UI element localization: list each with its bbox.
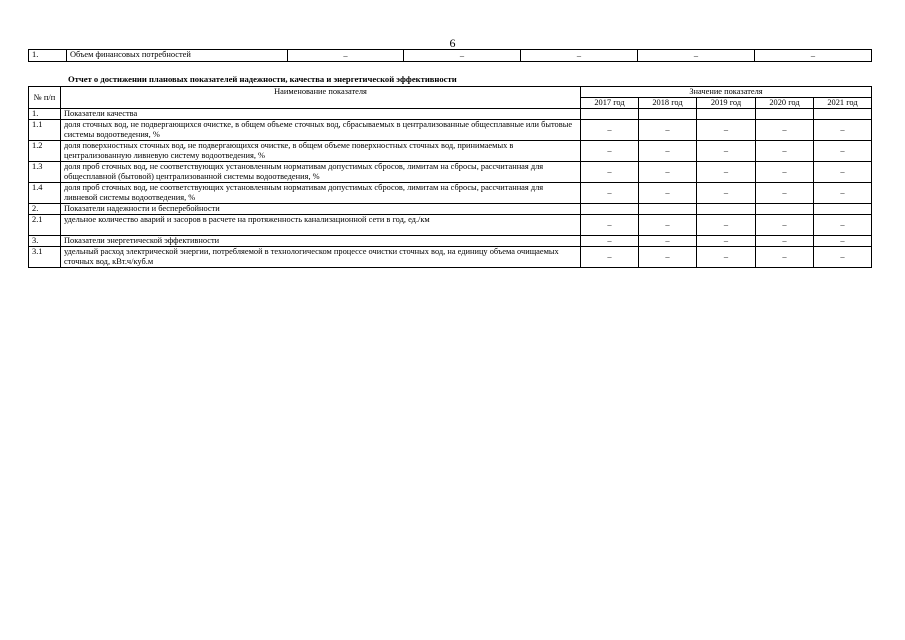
column-header-name: Наименование показателя [61,87,581,109]
table-row [29,141,872,162]
value-cell: – [639,247,697,268]
value-cell: – [581,215,639,236]
value-cell: – [756,141,814,162]
column-header-value-group: Значение показателя [581,87,872,98]
row-number: 1.2 [29,141,61,162]
row-name: Показатели энергетической эффективности [61,236,581,247]
value-cell: – [697,120,756,141]
row-number: 3.1 [29,247,61,268]
row-name: доля сточных вод, не подвергающихся очистке, в общем объеме сточных вод, сбрасываемых в централизованные общесплавные или бытовые системы водоотведения, % [61,120,581,141]
value-cell: – [581,247,639,268]
value-cell: – [639,162,697,183]
value-cell [639,204,697,215]
row-number: 2. [29,204,61,215]
value-cell: – [756,247,814,268]
column-header-year: 2019 год [697,98,756,109]
table-row [29,247,872,268]
value-cell: – [581,236,639,247]
row-name: удельный расход электрической энергии, потребляемой в технологическом процессе очистки сточных вод, на единицу объема очищаемых сточных вод, кВт.ч/куб.м [61,247,581,268]
column-header-year: 2017 год [581,98,639,109]
report-title: Отчет о достижении плановых показателей надежности, качества и энергетической эффективности [68,74,457,84]
value-cell [697,109,756,120]
header-row [29,87,872,98]
table-row [29,109,872,120]
value-cell [814,109,872,120]
column-header-year: 2021 год [814,98,872,109]
value-cell [814,204,872,215]
value-cell: – [755,50,872,62]
value-cell: – [697,247,756,268]
row-number: 3. [29,236,61,247]
value-cell: – [814,247,872,268]
page-number: 6 [449,36,456,50]
value-cell: – [639,120,697,141]
row-name: доля проб сточных вод, не соответствующих установленным нормативам допустимых сбросов, лимитам на сбросы, рассчитанная для ливневой системы водоотведения, % [61,183,581,204]
table-row [29,120,872,141]
value-cell: – [639,141,697,162]
value-cell: – [288,50,404,62]
row-name: Объем финансовых потребностей [67,50,288,62]
indicators-table [28,86,872,268]
value-cell: – [639,215,697,236]
table-row [29,162,872,183]
value-cell: – [638,50,755,62]
row-name: Показатели качества [61,109,581,120]
value-cell: – [756,236,814,247]
value-cell [756,109,814,120]
value-cell: – [697,236,756,247]
table-row [29,236,872,247]
column-header-num: № п/п [29,87,61,109]
row-name: удельное количество аварий и засоров в расчете на протяженность канализационной сети в год, ед./км [61,215,581,236]
row-number: 1.1 [29,120,61,141]
value-cell: – [756,120,814,141]
value-cell [581,109,639,120]
value-cell: – [697,183,756,204]
value-cell: – [697,141,756,162]
table-body [29,109,872,268]
row-number: 1. [29,50,67,62]
value-cell: – [521,50,638,62]
value-cell: – [697,162,756,183]
value-cell: – [756,162,814,183]
table-row [29,183,872,204]
row-name: Показатели надежности и бесперебойности [61,204,581,215]
row-name: доля проб сточных вод, не соответствующих установленным нормативам допустимых сбросов, лимитам на сбросы, рассчитанная для общесплавной (бытовой) централизованной системы водоотведения, % [61,162,581,183]
row-number: 1. [29,109,61,120]
value-cell [756,204,814,215]
value-cell: – [581,162,639,183]
value-cell: – [581,120,639,141]
value-cell: – [581,141,639,162]
value-cell: – [697,215,756,236]
value-cell: – [639,183,697,204]
row-number: 1.3 [29,162,61,183]
value-cell: – [404,50,521,62]
value-cell: – [814,183,872,204]
value-cell: – [814,141,872,162]
row-number: 1.4 [29,183,61,204]
row-name: доля поверхностных сточных вод, не подвергающихся очистке, в общем объеме поверхностных сточных вод, принимаемых в централизованную ливневую систему водоотведения, % [61,141,581,162]
table-row [29,215,872,236]
value-cell [581,204,639,215]
value-cell: – [814,120,872,141]
value-cell: – [756,183,814,204]
value-cell [697,204,756,215]
value-cell: – [814,215,872,236]
column-header-year: 2018 год [639,98,697,109]
table-row [29,204,872,215]
value-cell: – [814,236,872,247]
value-cell: – [581,183,639,204]
value-cell [639,109,697,120]
row-number: 2.1 [29,215,61,236]
value-cell: – [756,215,814,236]
value-cell: – [814,162,872,183]
financial-needs-table [28,49,872,62]
value-cell: – [639,236,697,247]
column-header-year: 2020 год [756,98,814,109]
table-row [29,50,872,62]
